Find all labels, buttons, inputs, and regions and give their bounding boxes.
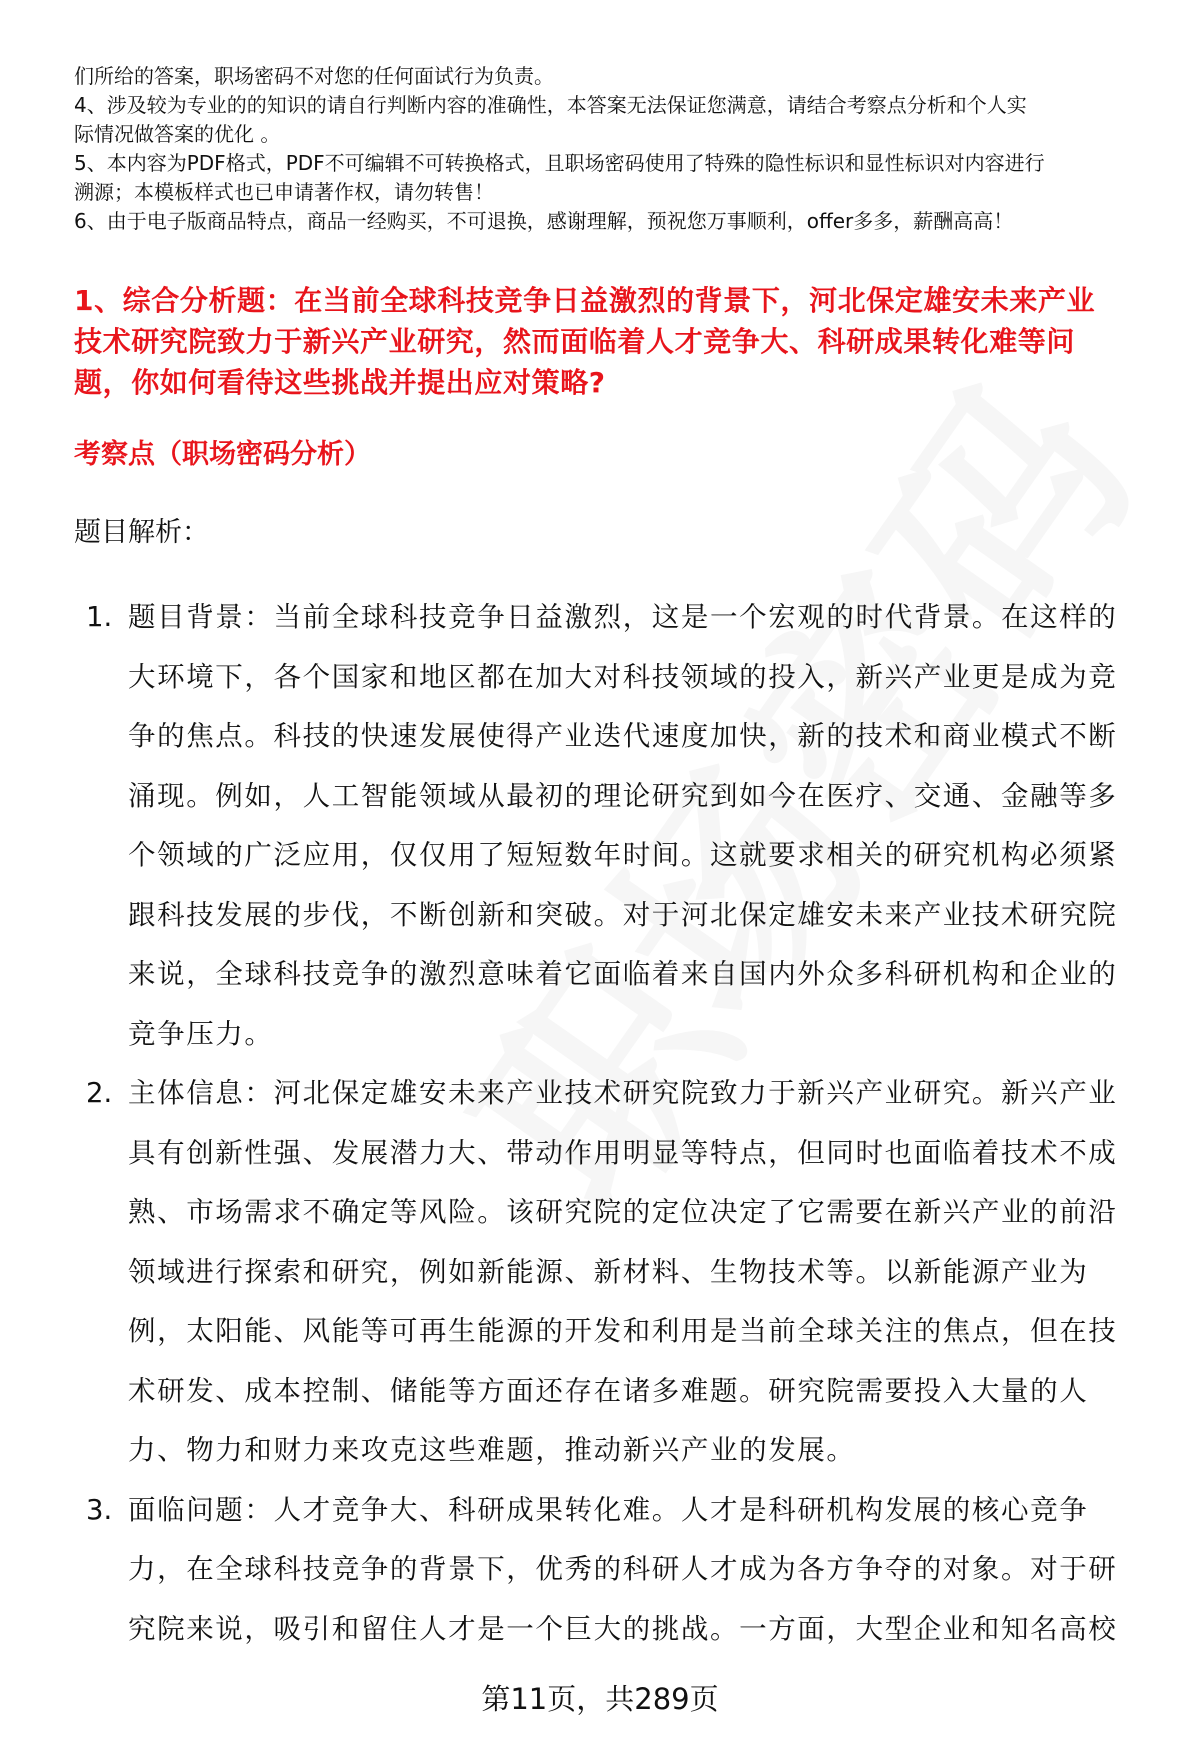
list-item	[74, 1064, 1154, 1481]
question-line: 题，你如何看待这些挑战并提出应对策略?	[74, 366, 606, 399]
note-line: 们所给的答案，职场密码不对您的任何面试行为负责。	[74, 64, 554, 88]
list-item-line: 个领域的广泛应用，仅仅用了短短数年时间。这就要求相关的研究机构必须紧	[128, 839, 1118, 871]
analysis-list	[74, 588, 1154, 1659]
list-item	[74, 588, 1154, 1064]
list-item-line: 主体信息：河北保定雄安未来产业技术研究院致力于新兴产业研究。新兴产业	[128, 1077, 1118, 1109]
list-item-line: 究院来说，吸引和留住人才是一个巨大的挑战。一方面，大型企业和知名高校	[128, 1612, 1118, 1645]
list-item-line: 面临问题：人才竞争大、科研成果转化难。人才是科研机构发展的核心竞争	[128, 1493, 1089, 1526]
list-item	[74, 1481, 1154, 1660]
note-line: 5、本内容为PDF格式，PDF不可编辑不可转换格式，且职场密码使用了特殊的隐性标识和显性标识对内容进行	[74, 151, 1045, 175]
list-item-line: 力，在全球科技竞争的背景下，优秀的科研人才成为各方争夺的对象。对于研	[128, 1553, 1118, 1585]
question-line: 技术研究院致力于新兴产业研究，然而面临着人才竞争大、科研成果转化难等问	[74, 325, 1076, 358]
list-number: 2.	[86, 1077, 113, 1109]
notes-block	[74, 62, 1045, 236]
list-item-line: 题目背景：当前全球科技竞争日益激烈，这是一个宏观的时代背景。在这样的	[128, 601, 1118, 633]
list-number: 3.	[86, 1493, 113, 1526]
list-item-line: 争的焦点。科技的快速发展使得产业迭代速度加快，新的技术和商业模式不断	[128, 720, 1118, 752]
list-item-line: 大环境下，各个国家和地区都在加大对科技领域的投入，新兴产业更是成为竞	[128, 660, 1118, 693]
note-line: 溯源；本模板样式也已申请著作权，请勿转售！	[74, 180, 494, 204]
list-item-line: 熟、市场需求不确定等风险。该研究院的定位决定了它需要在新兴产业的前沿	[128, 1196, 1118, 1228]
list-item-line: 来说，全球科技竞争的激烈意味着它面临着来自国内外众多科研机构和企业的	[128, 958, 1118, 990]
list-item-line: 领域进行探索和研究，例如新能源、新材料、生物技术等。以新能源产业为	[128, 1255, 1089, 1288]
page-footer: 第11页，共289页	[481, 1682, 719, 1716]
key-points-title: 考察点（职场密码分析）	[74, 439, 371, 470]
question-line: 1、综合分析题：在当前全球科技竞争日益激烈的背景下，河北保定雄安未来产业	[74, 284, 1096, 317]
list-item-line: 竞争压力。	[128, 1017, 274, 1050]
note-line: 际情况做答案的优化 。	[74, 122, 281, 146]
list-item-line: 具有创新性强、发展潜力大、带动作用明显等特点，但同时也面临着技术不成	[128, 1136, 1118, 1169]
note-line: 6、由于电子版商品特点，商品一经购买，不可退换，感谢理解，预祝您万事顺利，offer多多，薪酬高高！	[74, 209, 1014, 233]
note-line: 4、涉及较为专业的的知识的请自行判断内容的准确性，本答案无法保证您满意，请结合考察点分析和个人实	[74, 93, 1027, 117]
list-item-line: 跟科技发展的步伐，不断创新和突破。对于河北保定雄安未来产业技术研究院	[128, 898, 1118, 931]
question-heading	[74, 280, 1095, 403]
analysis-title: 题目解析：	[74, 517, 209, 548]
list-item-line: 力、物力和财力来攻克这些难题，推动新兴产业的发展。	[128, 1434, 856, 1466]
list-number: 1.	[86, 601, 113, 633]
list-item-line: 例，太阳能、风能等可再生能源的开发和利用是当前全球关注的焦点，但在技	[128, 1315, 1118, 1347]
list-item-line: 涌现。例如，人工智能领域从最初的理论研究到如今在医疗、交通、金融等多	[128, 779, 1118, 812]
list-item-line: 术研发、成本控制、储能等方面还存在诸多难题。研究院需要投入大量的人	[128, 1374, 1089, 1407]
